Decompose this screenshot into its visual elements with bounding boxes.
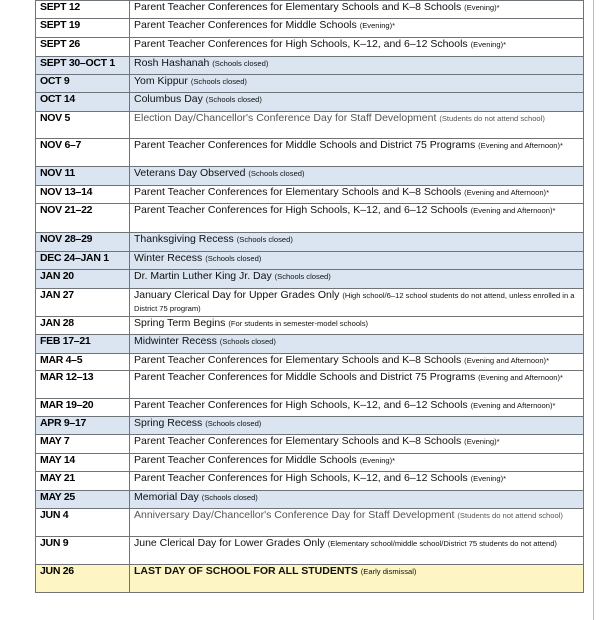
calendar-row	[36, 233, 584, 252]
event-note: (Evening)*	[464, 3, 500, 12]
event-title: Dr. Martin Luther King Jr. Day	[134, 270, 272, 282]
event-title: Winter Recess	[134, 252, 203, 264]
calendar-row	[36, 435, 584, 454]
calendar-row	[36, 186, 584, 204]
event-date: NOV 11	[36, 167, 130, 186]
calendar-row	[36, 354, 584, 371]
event-title: Anniversary Day/Chancellor's Conference Day for Staff Development	[134, 509, 455, 521]
calendar-row	[36, 399, 584, 417]
event-date: OCT 14	[36, 93, 130, 112]
calendar-row	[36, 335, 584, 354]
event-note: (Evening and Afternoon)*	[470, 206, 556, 215]
event-description	[130, 93, 584, 112]
event-title: January Clerical Day for Upper Grades Only	[134, 289, 340, 301]
event-title: Parent Teacher Conferences for Elementary Schools and K–8 Schools	[134, 435, 462, 447]
calendar-row	[36, 38, 584, 57]
event-description	[130, 454, 584, 472]
calendar-row	[36, 112, 584, 139]
event-description	[130, 537, 584, 565]
calendar-row	[36, 57, 584, 75]
event-date: DEC 24–JAN 1	[36, 252, 130, 270]
event-date: JUN 26	[36, 565, 130, 593]
calendar-row	[36, 167, 584, 186]
event-title: Veterans Day Observed	[134, 167, 246, 179]
event-date: NOV 28–29	[36, 233, 130, 252]
calendar-row	[36, 289, 584, 317]
event-date: JUN 9	[36, 537, 130, 565]
event-date: FEB 17–21	[36, 335, 130, 354]
event-date: NOV 6–7	[36, 139, 130, 167]
event-note: (Schools closed)	[274, 272, 331, 281]
calendar-row	[36, 252, 584, 270]
event-note: (Evening)*	[470, 40, 507, 49]
calendar-row	[36, 491, 584, 509]
event-description	[130, 417, 584, 435]
event-description	[130, 112, 584, 139]
event-note: (Evening and Afternoon)*	[478, 373, 564, 382]
event-note: (Schools closed)	[205, 254, 262, 263]
calendar-row	[36, 75, 584, 93]
event-note: (Schools closed)	[205, 419, 262, 428]
event-description	[130, 19, 584, 38]
event-note: (Schools closed)	[212, 59, 269, 68]
event-date: MAY 25	[36, 491, 130, 509]
event-date: MAR 19–20	[36, 399, 130, 417]
event-note: (Schools closed)	[201, 493, 258, 502]
event-note: (Students do not attend school)	[457, 511, 563, 520]
event-description	[130, 75, 584, 93]
event-note: (Schools closed)	[205, 95, 262, 104]
event-description	[130, 270, 584, 289]
event-title: Parent Teacher Conferences for Middle Schools and District 75 Programs	[134, 371, 476, 383]
event-description	[130, 186, 584, 204]
event-note: (Evening and Afternoon)*	[464, 188, 550, 197]
event-title: Columbus Day	[134, 93, 203, 105]
event-note: (Evening)*	[464, 437, 500, 446]
event-title: Thanksgiving Recess	[134, 233, 234, 245]
event-title: Parent Teacher Conferences for High Schools, K–12, and 6–12 Schools	[134, 204, 468, 216]
event-note: (Early dismissal)	[360, 567, 417, 576]
calendar-row	[36, 565, 584, 593]
event-title: Parent Teacher Conferences for Elementary Schools and K–8 Schools	[134, 1, 462, 13]
event-title: Parent Teacher Conferences for High Schools, K–12, and 6–12 Schools	[134, 38, 468, 50]
page-edge-line	[593, 0, 594, 620]
event-note: (Elementary school/middle school/District 75 students do not attend)	[327, 539, 557, 548]
event-description	[130, 167, 584, 186]
event-date: APR 9–17	[36, 417, 130, 435]
event-description	[130, 252, 584, 270]
event-title: Parent Teacher Conferences for Middle Schools	[134, 19, 357, 31]
event-description	[130, 289, 584, 317]
calendar-row	[36, 472, 584, 491]
event-title: Spring Recess	[134, 417, 203, 429]
event-description	[130, 472, 584, 491]
event-description	[130, 233, 584, 252]
event-description	[130, 399, 584, 417]
event-title: Parent Teacher Conferences for Elementary Schools and K–8 Schools	[134, 354, 462, 366]
event-date: NOV 13–14	[36, 186, 130, 204]
event-note: (Evening and Afternoon)*	[478, 141, 564, 150]
event-title: Memorial Day	[134, 491, 199, 503]
school-calendar-table	[35, 0, 584, 593]
event-description	[130, 57, 584, 75]
event-date: NOV 21–22	[36, 204, 130, 233]
event-description	[130, 565, 584, 593]
event-date: MAY 7	[36, 435, 130, 454]
calendar-row	[36, 371, 584, 399]
event-note: (Schools closed)	[236, 235, 293, 244]
calendar-row	[36, 1, 584, 19]
event-date: JAN 27	[36, 289, 130, 317]
event-date: JUN 4	[36, 509, 130, 537]
event-description	[130, 491, 584, 509]
event-title: Spring Term Begins	[134, 317, 226, 329]
calendar-row	[36, 537, 584, 565]
calendar-row	[36, 93, 584, 112]
calendar-row	[36, 454, 584, 472]
calendar-row	[36, 204, 584, 233]
event-title: Election Day/Chancellor's Conference Day for Staff Development	[134, 112, 437, 124]
event-date: MAY 21	[36, 472, 130, 491]
event-title: Parent Teacher Conferences for Middle Schools and District 75 Programs	[134, 139, 476, 151]
event-date: MAR 12–13	[36, 371, 130, 399]
event-title: Parent Teacher Conferences for High Schools, K–12, and 6–12 Schools	[134, 399, 468, 411]
event-description	[130, 139, 584, 167]
calendar-row	[36, 139, 584, 167]
event-title: Yom Kippur	[134, 75, 188, 87]
event-title: June Clerical Day for Lower Grades Only	[134, 537, 325, 549]
event-description	[130, 335, 584, 354]
event-description	[130, 371, 584, 399]
event-title: Parent Teacher Conferences for High Schools, K–12, and 6–12 Schools	[134, 472, 468, 484]
event-date: SEPT 26	[36, 38, 130, 57]
event-title: Midwinter Recess	[134, 335, 217, 347]
event-date: SEPT 19	[36, 19, 130, 38]
event-note: (Schools closed)	[219, 337, 276, 346]
event-note: (For students in semester-model schools)	[228, 319, 369, 328]
event-title: Rosh Hashanah	[134, 57, 210, 69]
calendar-row	[36, 270, 584, 289]
event-note: (Schools closed)	[190, 77, 247, 86]
event-title: Parent Teacher Conferences for Elementary Schools and K–8 Schools	[134, 186, 462, 198]
event-description	[130, 1, 584, 19]
event-date: NOV 5	[36, 112, 130, 139]
event-date: MAY 14	[36, 454, 130, 472]
event-description	[130, 38, 584, 57]
event-description	[130, 317, 584, 335]
event-note: (High school/6–12 school students do not attend, unless enrolled in a District 75 program)	[134, 291, 575, 313]
event-description	[130, 204, 584, 233]
event-date: JAN 20	[36, 270, 130, 289]
event-date: SEPT 30–OCT 1	[36, 57, 130, 75]
event-date: MAR 4–5	[36, 354, 130, 371]
event-note: (Evening)*	[470, 474, 507, 483]
event-date: SEPT 12	[36, 1, 130, 19]
event-description	[130, 354, 584, 371]
event-note: (Students do not attend school)	[439, 114, 545, 123]
event-note: (Evening)*	[359, 21, 396, 30]
calendar-row	[36, 417, 584, 435]
event-note: (Evening and Afternoon)*	[464, 356, 550, 365]
event-date: OCT 9	[36, 75, 130, 93]
event-note: (Schools closed)	[248, 169, 305, 178]
event-note: (Evening)*	[359, 456, 396, 465]
event-note: (Evening and Afternoon)*	[470, 401, 556, 410]
calendar-row	[36, 317, 584, 335]
calendar-row	[36, 19, 584, 38]
event-description	[130, 435, 584, 454]
calendar-row	[36, 509, 584, 537]
event-description	[130, 509, 584, 537]
event-title: Parent Teacher Conferences for Middle Schools	[134, 454, 357, 466]
event-title: LAST DAY OF SCHOOL FOR ALL STUDENTS	[134, 565, 358, 577]
event-date: JAN 28	[36, 317, 130, 335]
